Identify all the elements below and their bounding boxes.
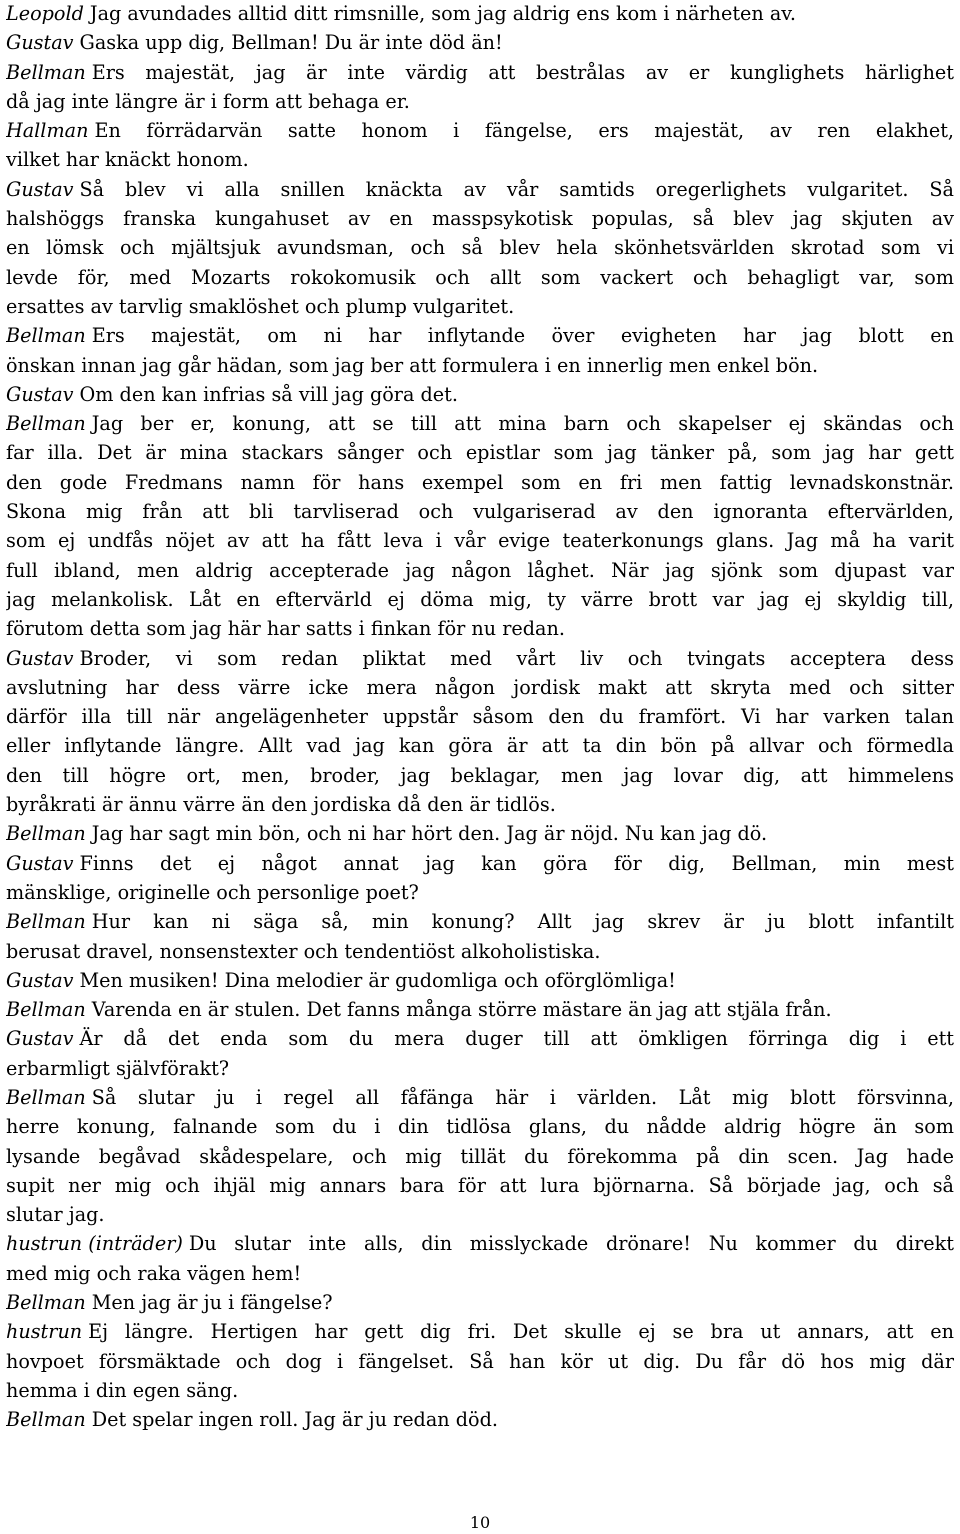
dialogue-text: byråkrati är ännu värre än den jordiska då den är tidlös.	[6, 793, 556, 817]
dialogue-text: supit ner mig och ihjäl mig annars bara för att lura björnarna. Så började jag, och så	[6, 1173, 954, 1197]
dialogue-text: Men musiken! Dina melodier är gudomliga och oförglömliga!	[79, 968, 676, 992]
dialogue-continuation-line	[6, 204, 954, 233]
speaker-name: Bellman	[6, 60, 86, 84]
dialogue-line	[6, 380, 954, 409]
dialogue-continuation-line	[6, 233, 954, 262]
dialogue-line	[6, 1229, 954, 1258]
speaker-name: Bellman	[6, 822, 86, 846]
dialogue-continuation-line	[6, 673, 954, 702]
dialogue-text: Skona mig från att bli tarvliserad och vulgariserad av den ignoranta eftervärlden,	[6, 500, 954, 524]
dialogue-line	[6, 409, 954, 438]
dialogue-text: en lömsk och mjältsjuk avundsman, och så blev hela skönhetsvärlden skrotad som vi	[6, 236, 954, 260]
dialogue-continuation-line	[6, 263, 954, 292]
dialogue-text: Broder, vi som redan pliktat med vårt liv och tvingats acceptera dess	[79, 646, 954, 670]
dialogue-line	[6, 0, 954, 28]
dialogue-line	[6, 1083, 954, 1112]
dialogue-continuation-line	[6, 614, 954, 643]
dialogue-continuation-line	[6, 937, 954, 966]
dialogue-text: levde för, med Mozarts rokokomusik och allt som vackert och behagligt var, som	[6, 265, 954, 289]
dialogue-continuation-line	[6, 468, 954, 497]
dialogue-line	[6, 1317, 954, 1346]
dialogue-text: mänsklige, originelle och personlige poet?	[6, 880, 419, 904]
dialogue-line	[6, 966, 954, 995]
dialogue-text: den gode Fredmans namn för hans exempel som en fri men fattig levnadskonstnär.	[6, 470, 954, 494]
dialogue-line	[6, 175, 954, 204]
dialogue-continuation-line	[6, 526, 954, 555]
dialogue-text: full ibland, men aldrig accepterade jag någon låghet. När jag sjönk som djupast var	[6, 558, 954, 582]
dialogue-continuation-line	[6, 351, 954, 380]
dialogue-line	[6, 58, 954, 87]
dialogue-continuation-line	[6, 1171, 954, 1200]
dialogue-continuation-line	[6, 1142, 954, 1171]
dialogue-text: förutom detta som jag här har satts i finkan för nu redan.	[6, 617, 565, 641]
speaker-name: Bellman	[6, 1291, 86, 1315]
dialogue-text: Om den kan infrias så vill jag göra det.	[79, 382, 458, 406]
dialogue-line	[6, 907, 954, 936]
dialogue-line	[6, 116, 954, 145]
speaker-name: Gustav	[6, 1027, 74, 1051]
page-number: 10	[469, 1513, 491, 1532]
dialogue-text: slutar jag.	[6, 1203, 105, 1227]
dialogue-line	[6, 819, 954, 848]
dialogue-continuation-line	[6, 1347, 954, 1376]
dialogue-line	[6, 321, 954, 350]
dialogue-text: En förrädarvän satte honom i fängelse, ers majestät, av ren elakhet,	[94, 119, 954, 143]
dialogue-text: den till högre ort, men, broder, jag beklagar, men jag lovar dig, att himmelens	[6, 763, 954, 787]
dialogue-text: Ers majestät, om ni har inflytande över evigheten har jag blott en	[91, 324, 954, 348]
dialogue-text: Du slutar inte alls, din misslyckade drönare! Nu kommer du direkt	[188, 1232, 954, 1256]
speaker-name: hustrun	[6, 1320, 83, 1344]
dialogue-continuation-line	[6, 878, 954, 907]
dialogue-continuation-line	[6, 1376, 954, 1405]
dialogue-text: Jag ber er, konung, att se till att mina barn och skapelser ej skändas och	[91, 412, 954, 436]
dialogue-continuation-line	[6, 497, 954, 526]
dialogue-continuation-line	[6, 702, 954, 731]
dialogue-line	[6, 995, 954, 1024]
dialogue-continuation-line	[6, 1054, 954, 1083]
speaker-name: Gustav	[6, 31, 74, 55]
dialogue-text: som ej undfås nöjet av att ha fått leva i vår evige teaterkonungs glans. Jag må ha varit	[6, 529, 954, 553]
dialogue-text: önskan innan jag går hädan, som jag ber att formulera i en innerlig men enkel bön.	[6, 353, 819, 377]
speaker-name: Bellman	[6, 412, 86, 436]
dialogue-text: Ej längre. Hertigen har gett dig fri. Det skulle ej se bra ut annars, att en	[88, 1320, 954, 1344]
dialogue-text: Jag har sagt min bön, och ni har hört den. Jag är nöjd. Nu kan jag dö.	[91, 822, 768, 846]
script-page	[6, 0, 954, 1435]
dialogue-text: Finns det ej något annat jag kan göra för dig, Bellman, min mest	[79, 851, 954, 875]
dialogue-text: Ers majestät, jag är inte värdig att bestrålas av er kunglighets härlighet	[91, 60, 954, 84]
dialogue-text: med mig och raka vägen hem!	[6, 1261, 302, 1285]
dialogue-text: ersattes av tarvlig smaklöshet och plump vulgaritet.	[6, 294, 515, 318]
dialogue-text: Är då det enda som du mera duger till att ömkligen förringa dig i ett	[79, 1027, 954, 1051]
speaker-name: Bellman	[6, 998, 86, 1022]
speaker-name: Gustav	[6, 851, 74, 875]
dialogue-text: då jag inte längre är i form att behaga er.	[6, 89, 410, 113]
dialogue-continuation-line	[6, 585, 954, 614]
dialogue-text: herre konung, falnande som du i din tidlösa glans, du nådde aldrig högre än som	[6, 1115, 954, 1139]
dialogue-continuation-line	[6, 1200, 954, 1229]
dialogue-text: Jag avundades alltid ditt rimsnille, som jag aldrig ens kom i närheten av.	[89, 2, 796, 25]
dialogue-line	[6, 849, 954, 878]
dialogue-continuation-line	[6, 145, 954, 174]
dialogue-continuation-line	[6, 556, 954, 585]
speaker-name: Gustav	[6, 646, 74, 670]
dialogue-continuation-line	[6, 761, 954, 790]
dialogue-text: Så blev vi alla snillen knäckta av vår samtids oregerlighets vulgaritet. Så	[79, 177, 954, 201]
dialogue-text: Hur kan ni säga så, min konung? Allt jag skrev är ju blott infantilt	[91, 910, 954, 934]
speaker-name: Leopold	[6, 2, 84, 25]
speaker-name: Hallman	[6, 119, 89, 143]
speaker-name: Gustav	[6, 968, 74, 992]
dialogue-text: lysande begåvad skådespelare, och mig tillät du förekomma på din scen. Jag hade	[6, 1144, 954, 1168]
dialogue-text: erbarmligt självförakt?	[6, 1056, 230, 1080]
dialogue-line	[6, 1288, 954, 1317]
speaker-name: Bellman	[6, 910, 86, 934]
dialogue-continuation-line	[6, 438, 954, 467]
dialogue-line	[6, 1024, 954, 1053]
speaker-name: Bellman	[6, 324, 86, 348]
dialogue-text: hemma i din egen säng.	[6, 1378, 239, 1402]
dialogue-text: berusat dravel, nonsenstexter och tendentiöst alkoholistiska.	[6, 939, 601, 963]
dialogue-text: far illa. Det är mina stackars sånger och epistlar som jag tänker på, som jag har gett	[6, 441, 954, 465]
dialogue-continuation-line	[6, 1259, 954, 1288]
dialogue-continuation-line	[6, 87, 954, 116]
dialogue-text: jag melankolisk. Låt en eftervärld ej döma mig, ty värre brott var jag ej skyldig till,	[6, 587, 954, 611]
speaker-name: Gustav	[6, 382, 74, 406]
dialogue-text: avslutning har dess värre icke mera någon jordisk makt att skryta med och sitter	[6, 675, 954, 699]
dialogue-text: Det spelar ingen roll. Jag är ju redan död.	[91, 1408, 498, 1432]
dialogue-line	[6, 1405, 954, 1434]
dialogue-text: vilket har knäckt honom.	[6, 148, 249, 172]
dialogue-text: Varenda en är stulen. Det fanns många större mästare än jag att stjäla från.	[91, 998, 832, 1022]
dialogue-continuation-line	[6, 292, 954, 321]
speaker-name: hustrun (inträder)	[6, 1232, 183, 1256]
speaker-name: Bellman	[6, 1085, 86, 1109]
dialogue-continuation-line	[6, 731, 954, 760]
dialogue-line	[6, 28, 954, 57]
dialogue-continuation-line	[6, 790, 954, 819]
dialogue-text: Gaska upp dig, Bellman! Du är inte död än!	[79, 31, 503, 55]
dialogue-text: Men jag är ju i fängelse?	[91, 1291, 333, 1315]
dialogue-line	[6, 644, 954, 673]
dialogue-text: hovpoet försmäktade och dog i fängelset. Så han kör ut dig. Du får dö hos mig där	[6, 1349, 954, 1373]
dialogue-text: halshöggs franska kungahuset av en masspsykotisk populas, så blev jag skjuten av	[6, 207, 954, 231]
dialogue-text: Så slutar ju i regel all fåfänga här i världen. Låt mig blott försvinna,	[91, 1085, 954, 1109]
dialogue-text: eller inflytande längre. Allt vad jag kan göra är att ta din bön på allvar och förmedla	[6, 734, 954, 758]
dialogue-text: därför illa till när angelägenheter uppstår såsom den du framfört. Vi har varken talan	[6, 705, 954, 729]
dialogue-continuation-line	[6, 1112, 954, 1141]
speaker-name: Bellman	[6, 1408, 86, 1432]
speaker-name: Gustav	[6, 177, 74, 201]
